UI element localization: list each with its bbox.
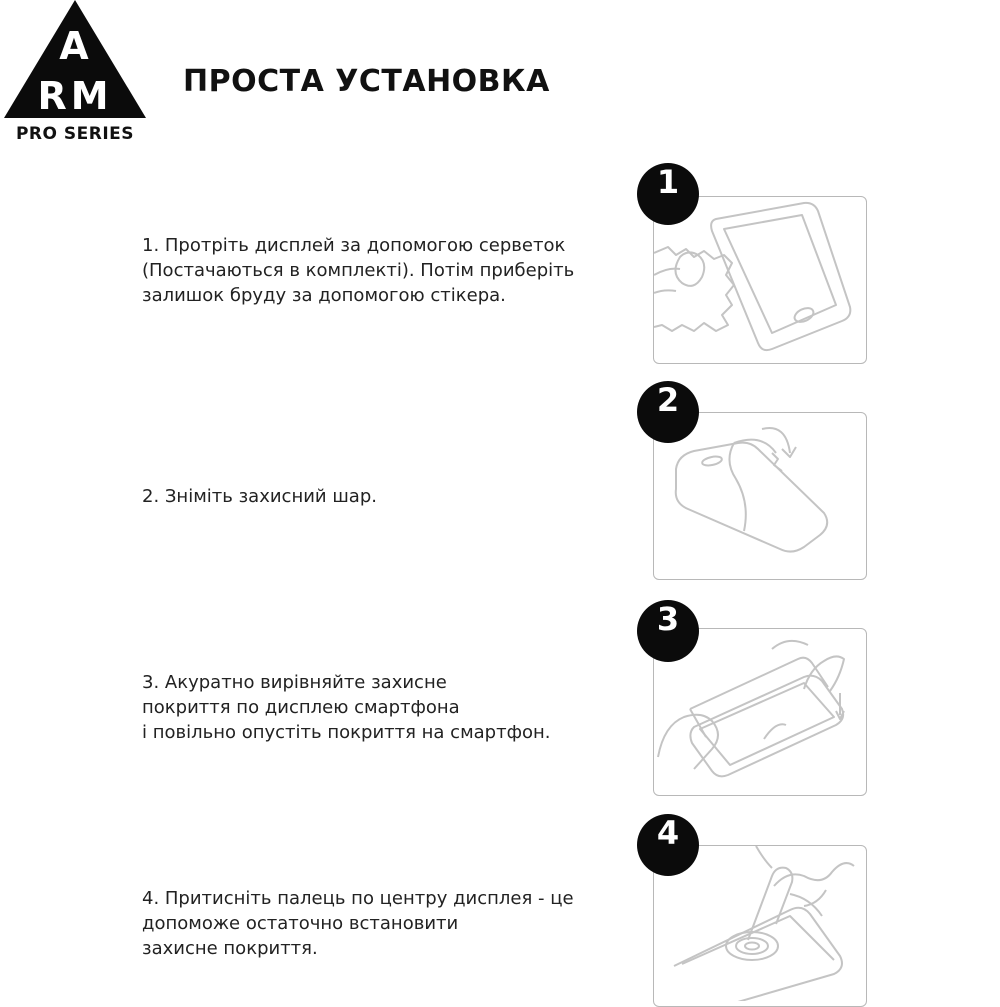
logo-letters-rm: RM — [37, 74, 113, 118]
step-2-badge: 2 — [637, 381, 699, 443]
step-2-line: 2. Зніміть захисний шар. — [142, 486, 377, 507]
step-4-line: захисне покриття. — [142, 938, 318, 959]
step-1-illustration — [653, 196, 867, 364]
step-1-line: 1. Протріть дисплей за допомогою серветок — [142, 235, 566, 256]
step-3-line: 3. Акуратно вирівняйте захисне — [142, 672, 447, 693]
step-3-line: і повільно опустіть покриття на смартфон. — [142, 722, 551, 743]
wipe-screen-icon — [654, 197, 866, 363]
step-1-line: (Постачаються в комплекті). Потім приберіть — [142, 260, 575, 281]
step-4-line: допоможе остаточно встановити — [142, 913, 459, 934]
step-4-badge: 4 — [637, 814, 699, 876]
step-2-text — [142, 484, 632, 509]
step-4-line: 4. Притисніть палець по центру дисплея - це — [142, 888, 574, 909]
logo-letter-a: A — [59, 24, 91, 68]
step-1-text — [142, 233, 632, 308]
step-3-text — [142, 670, 632, 745]
logo-pro-series: PRO SERIES — [15, 124, 135, 144]
brand-logo — [4, 0, 146, 146]
step-1-line: залишок бруду за допомогою стікера. — [142, 285, 506, 306]
step-1-badge: 1 — [637, 163, 699, 225]
step-3-line: покриття по дисплею смартфона — [142, 697, 460, 718]
step-4-text — [142, 886, 632, 961]
page-title: ПРОСТА УСТАНОВКА — [183, 64, 550, 99]
peel-film-icon — [654, 413, 866, 579]
step-3-badge: 3 — [637, 600, 699, 662]
